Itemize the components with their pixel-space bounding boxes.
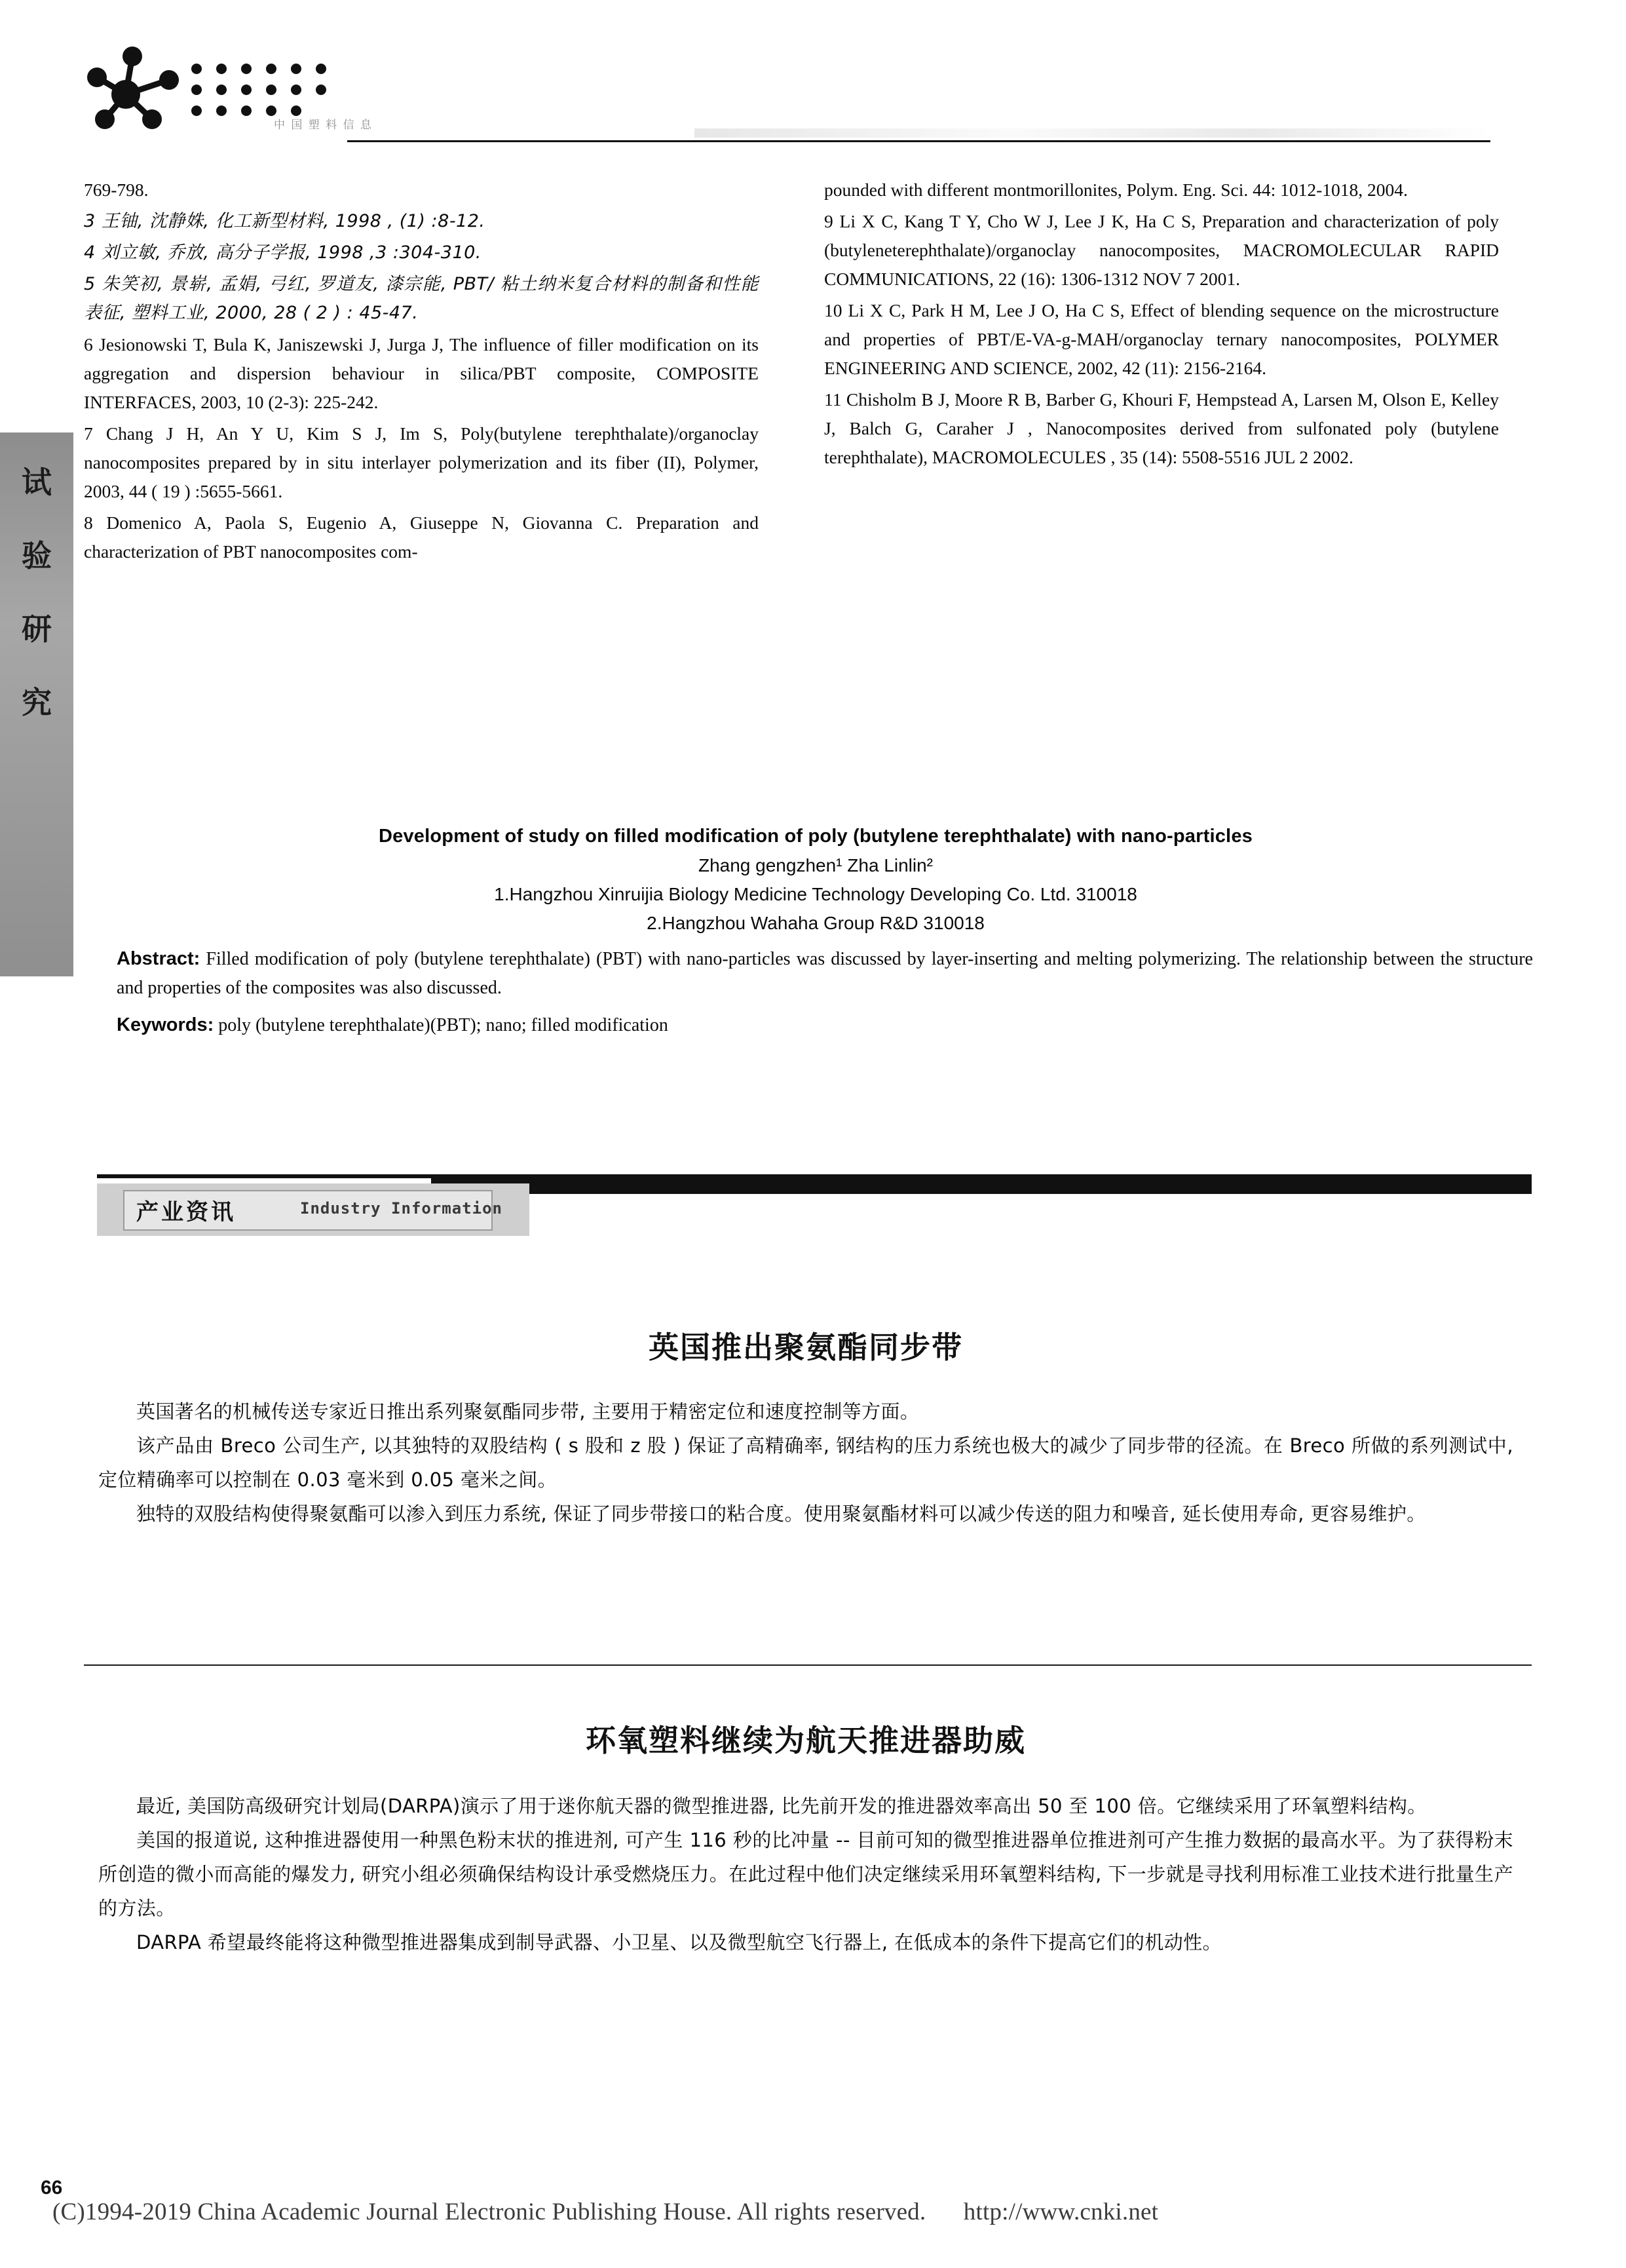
banner-english-label: Industry Information [300, 1199, 502, 1218]
side-tab-section-marker [0, 432, 75, 976]
footer-url[interactable]: http://www.cnki.net [963, 2199, 1159, 2225]
keywords-text: poly (butylene terephthalate)(PBT); nano; filled modification [218, 1015, 668, 1035]
article-paragraph: 独特的双股结构使得聚氨酯可以渗入到压力系统, 保证了同步带接口的粘合度。使用聚氨酯材料可以减少传送的阻力和噪音, 延长使用寿命, 更容易维护。 [136, 1503, 1426, 1525]
english-affiliation-1: 1.Hangzhou Xinruijia Biology Medicine Technology Developing Co. Ltd. 310018 [494, 884, 1137, 904]
english-title: Development of study on filled modification of poly (butylene terephthalate) with nano-particles [379, 826, 1253, 847]
article-paragraph: DARPA 希望最终能将这种微型推进器集成到制导武器、小卫星、以及微型航空飞行器上, 在低成本的条件下提高它们的机动性。 [136, 1931, 1222, 1953]
reference-item: 4 刘立敏, 乔放, 高分子学报, 1998 ,3 :304-310. [84, 242, 482, 263]
reference-item: 10 Li X C, Park H M, Lee J O, Ha C S, Effect of blending sequence on the microstructure and properties of PBT/E-VA-g-MAH/organoclay ternary nanocomposites, POLYMER ENGINEERING AND SCIENCE, 2002, 42 (11): 2156-2164. [824, 300, 1499, 378]
reference-item: 769-798. [84, 180, 149, 200]
page-number: 66 [41, 2177, 63, 2199]
banner-chinese-label: 产业资讯 [136, 1199, 236, 1225]
article-title: 英国推出聚氨酯同步带 [649, 1330, 963, 1365]
abstract-label: Abstract: [117, 948, 200, 969]
banner-thin-rule [97, 1174, 431, 1178]
references-right-column [824, 176, 1499, 474]
article-polyurethane-belt [98, 1324, 1513, 1531]
banner-black-bar [431, 1174, 1532, 1194]
header-chinese-mark: 中 国 塑 料 信 息 [274, 119, 373, 132]
side-tab-char-2: 验 [22, 538, 52, 573]
side-tab-char-3: 研 [22, 611, 52, 647]
english-abstract-paragraph [98, 944, 1533, 1003]
side-tab-char-4: 究 [22, 685, 52, 720]
english-affiliation-2: 2.Hangzhou Wahaha Group R&D 310018 [647, 913, 985, 933]
reference-item: 11 Chisholm B J, Moore R B, Barber G, Khouri F, Hempstead A, Larsen M, Olson E, Kelley J, Balch G, Caraher J , Nanocomposites derived from sulfonated poly (butylene terephthalate), MACROMOLECULES , 35 (14): 5508-5516 JUL 2 2002. [824, 389, 1499, 467]
header-rule [347, 140, 1490, 142]
article-divider [84, 1664, 1532, 1666]
reference-item: 7 Chang J H, An Y U, Kim S J, Im S, Poly(butylene terephthalate)/organoclay nanocomposites prepared by in situ interlayer polymerization and its fiber (II), Polymer, 2003, 44 ( 19 ) :5655-5661. [84, 423, 759, 501]
english-keywords-paragraph [98, 1010, 1533, 1040]
side-tab-char-1: 试 [22, 465, 52, 500]
references-left-column [84, 176, 759, 569]
article-epoxy-thruster [98, 1717, 1513, 1959]
article-title: 环氧塑料继续为航天推进器助威 [586, 1723, 1026, 1758]
reference-item: 3 王铀, 沈静姝, 化工新型材料, 1998 , (1) :8-12. [84, 211, 485, 231]
article-paragraph: 美国的报道说, 这种推进器使用一种黑色粉末状的推进剂, 可产生 116 秒的比冲量 -- 目前可知的微型推进器单位推进剂可产生推力数据的最高水平。为了获得粉末所创造的微小而高能的爆发力, 研究小组必须确保结构设计承受燃烧压力。在此过程中他们决定继续采用环氧塑料结构, 下一步就是寻找利用标准工业技术进行批量生产的方法。 [98, 1829, 1513, 1919]
reference-item: 9 Li X C, Kang T Y, Cho W J, Lee J K, Ha C S, Preparation and characterization of poly (butyleneterephthalate)/organoclay nanocomposites, MACROMOLECULAR RAPID COMMUNICATIONS, 22 (16): 1306-1312 NOV 7 2001. [824, 211, 1499, 289]
footer-copyright [52, 2198, 1572, 2226]
industry-information-banner [84, 1165, 1532, 1237]
article-paragraph: 英国著名的机械传送专家近日推出系列聚氨酯同步带, 主要用于精密定位和速度控制等方面。 [136, 1400, 920, 1423]
page-header [0, 0, 1626, 164]
article-paragraph: 该产品由 Breco 公司生产, 以其独特的双股结构 ( s 股和 z 股 ) 保证了高精确率, 钢结构的压力系统也极大的减少了同步带的径流。在 Breco 所做的系列测试中, 定位精确率可以控制在 0.03 毫米到 0.05 毫米之间。 [98, 1434, 1513, 1491]
english-abstract-block [98, 822, 1533, 1040]
side-tab-label [10, 446, 63, 963]
reference-item: 6 Jesionowski T, Bula K, Janiszewski J, Jurga J, The influence of filler modification on its aggregation and dispersion behaviour in silica/PBT composite, COMPOSITE INTERFACES, 2003, 10 (2-3): 225-242. [84, 334, 759, 412]
header-faint-band [694, 128, 1490, 138]
keywords-label: Keywords: [117, 1014, 214, 1035]
abstract-text: Filled modification of poly (butylene terephthalate) (PBT) with nano-particles was discussed by layer-inserting and melting polymerizing. The relationship between the structure and properties of the composites was also discussed. [117, 949, 1533, 998]
reference-item: 5 朱笑初, 景崭, 孟娟, 弓红, 罗道友, 漆宗能, PBT/ 粘土纳米复合材料的制备和性能表征, 塑料工业, 2000, 28 ( 2 ) : 45-47. [84, 274, 759, 323]
reference-item: pounded with different montmorillonites, Polym. Eng. Sci. 44: 1012-1018, 2004. [824, 180, 1408, 200]
article-paragraph: 最近, 美国防高级研究计划局(DARPA)演示了用于迷你航天器的微型推进器, 比先前开发的推进器效率高出 50 至 100 倍。它继续采用了环氧塑料结构。 [136, 1795, 1427, 1817]
copyright-text: (C)1994-2019 China Academic Journal Electronic Publishing House. All rights reserved. [52, 2199, 926, 2225]
dot-grid-decoration [190, 62, 341, 121]
english-authors: Zhang gengzhen¹ Zha Linlin² [698, 855, 933, 875]
reference-item: 8 Domenico A, Paola S, Eugenio A, Giuseppe N, Giovanna C. Preparation and characterization of PBT nanocomposites com- [84, 512, 759, 562]
